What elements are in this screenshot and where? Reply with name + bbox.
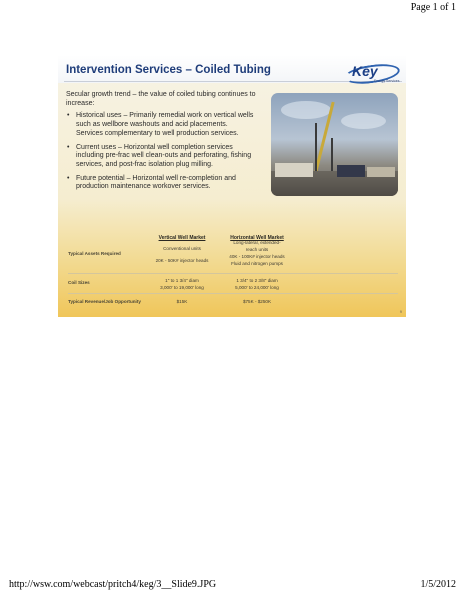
cell-line: 1 3/4" to 2 3/8" diam: [236, 278, 278, 283]
cell-line: 5,000' to 24,000' long: [235, 285, 279, 290]
table-cell: $15K: [176, 299, 188, 304]
bullet-future: [66, 175, 256, 192]
table-cell: [142, 277, 222, 291]
row-label: Typical Revenue/Job Opportunity: [68, 299, 141, 304]
photo-cloud: [341, 113, 386, 129]
bullet-dot-icon: •: [67, 143, 70, 151]
rig-mast: [331, 138, 333, 174]
cell-line: 3,000' to 19,000' long: [160, 285, 204, 290]
bullet-historical: [66, 112, 256, 138]
bullet-dot-icon: •: [67, 174, 70, 182]
slide-image: [58, 55, 406, 317]
rig-mast: [315, 123, 317, 173]
bullet-text: Historical uses – Primarily remedial work on vertical wells such as wellbore washouts and acid placements. Services complementary to well production services.: [76, 112, 254, 137]
column-header-vertical: Vertical Well Market: [158, 235, 206, 241]
cell-line: Fluid and nitrogen pumps: [231, 261, 283, 266]
row-label: Coil Sizes: [68, 280, 90, 285]
cell-line: 20K - 50K# injector heads: [155, 258, 209, 263]
cell-line: reach units: [245, 247, 269, 252]
coiled-tubing-rig-photo: [271, 93, 398, 196]
table-divider: [68, 293, 398, 294]
photo-truck: [367, 167, 395, 177]
cell-line: 40K - 100K# injector heads: [229, 254, 285, 259]
cell-line: 1" to 1 3/4" diam: [165, 278, 199, 283]
bullet-text: Current uses – Horizontal well completion services including pre-frac well clean-outs and perforating, fishing services, and post-frac isolation plug milling.: [76, 143, 252, 168]
slide-title: Intervention Services – Coiled Tubing: [66, 64, 271, 76]
photo-truck: [275, 163, 313, 177]
logo-wordmark: Key: [352, 63, 378, 79]
table-divider: [68, 273, 398, 274]
intro-text: Secular growth trend – the value of coiled tubing continues to increase:: [66, 91, 256, 107]
photo-cloud: [281, 101, 331, 119]
footer-url: http://wsw.com/webcast/pritch4/keg/3__Slide9.JPG: [9, 579, 217, 590]
row-label: Typical Assets Required: [68, 251, 121, 256]
table-cell: [212, 277, 302, 291]
cell-line: Long-lateral, extended-: [233, 240, 281, 245]
bullet-current: [66, 144, 256, 170]
photo-truck: [337, 165, 365, 177]
table-cell: $75K - $250K: [242, 299, 272, 304]
bullet-dot-icon: •: [67, 112, 70, 120]
logo-subtitle: Energy Services: [374, 79, 400, 83]
bullet-text: Future potential – Horizontal well re-completion and production maintenance workover services.: [76, 174, 236, 191]
table-cell: [142, 245, 222, 264]
column-header-horizontal: Horizontal Well Market: [230, 235, 284, 241]
page-number-label: Page 1 of 1: [410, 2, 456, 13]
slide-body: [66, 91, 256, 197]
cell-line: Conventional units: [163, 246, 201, 251]
slide-number: 9: [399, 309, 402, 314]
table-cell: [212, 239, 302, 267]
key-logo: [344, 61, 400, 85]
footer-date: 1/5/2012: [420, 579, 456, 590]
